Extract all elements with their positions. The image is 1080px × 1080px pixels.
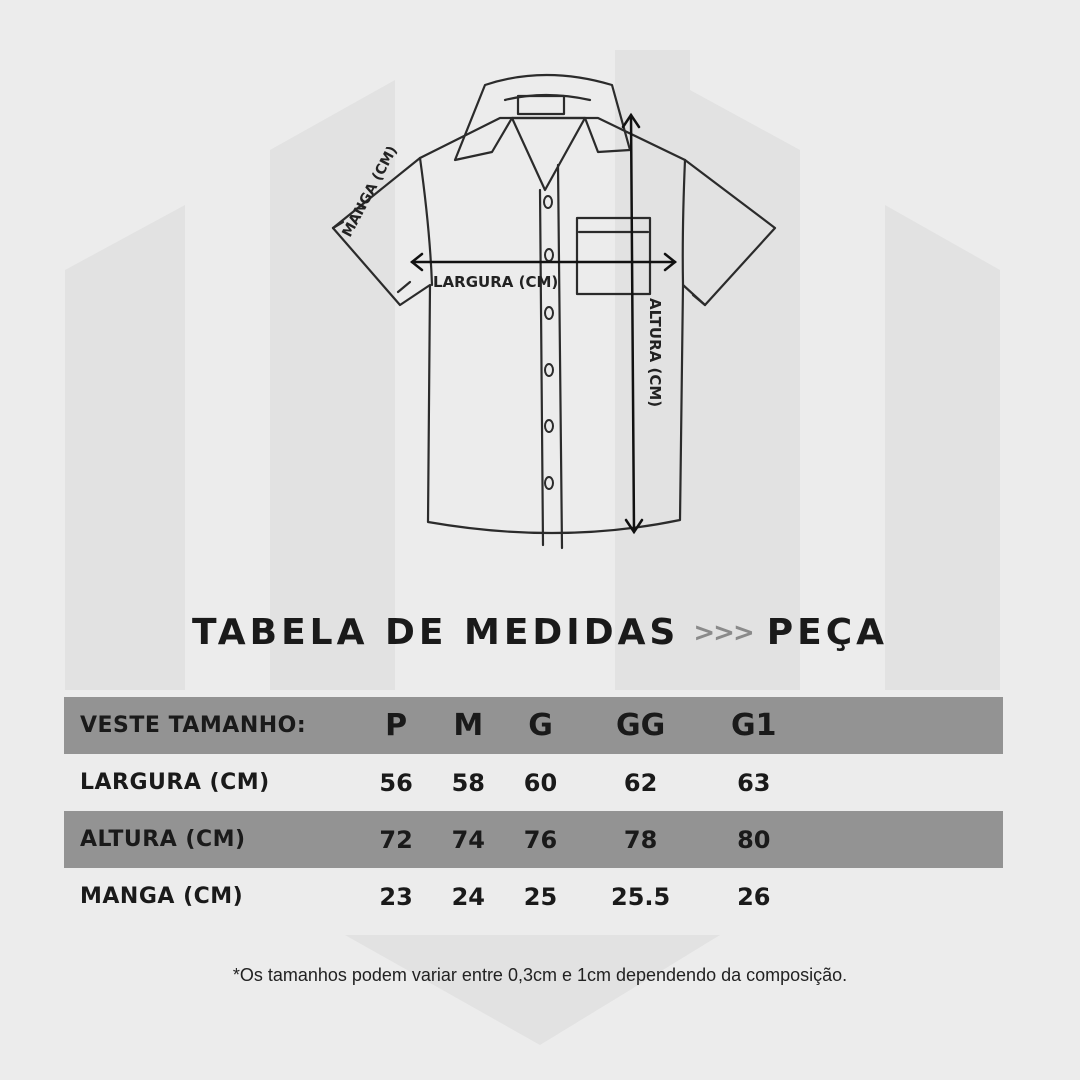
header-label: VESTE TAMANHO:	[80, 713, 307, 738]
shirt-diagram	[320, 60, 790, 560]
size-m: M	[453, 708, 484, 743]
table-cell: 23	[379, 882, 413, 911]
chevrons-icon: >>>	[693, 618, 753, 648]
altura-label: ALTURA (CM)	[646, 298, 664, 408]
button-icon	[545, 307, 553, 319]
table-row	[64, 811, 1003, 868]
table-cell: 78	[623, 825, 658, 854]
altura-arrow	[631, 115, 634, 532]
button-icon	[545, 249, 553, 261]
title-left: TABELA DE MEDIDAS	[192, 612, 680, 653]
largura-label: LARGURA (CM)	[433, 273, 559, 291]
button-icon	[545, 364, 553, 376]
title-right: PEÇA	[766, 612, 888, 653]
table-cell: 25.5	[611, 882, 671, 911]
table-cell: 76	[523, 825, 558, 854]
button-icon	[545, 477, 553, 489]
table-cell: 63	[737, 768, 771, 797]
table-cell: 74	[451, 825, 485, 854]
size-g: G	[528, 708, 553, 743]
table-cell: 56	[379, 768, 413, 797]
button-icon	[545, 420, 553, 432]
table-cell: 62	[623, 768, 658, 797]
row-label: ALTURA (CM)	[80, 827, 246, 852]
size-table	[64, 697, 1003, 925]
table-cell: 26	[737, 882, 771, 911]
table-cell: 72	[379, 825, 413, 854]
row-label: LARGURA (CM)	[80, 770, 270, 795]
manga-label: MANGA (CM)	[339, 143, 401, 240]
size-gg: GG	[615, 708, 666, 743]
size-g1: G1	[731, 708, 777, 743]
size-p: P	[385, 708, 408, 743]
page-title	[0, 612, 1080, 653]
row-label: MANGA (CM)	[80, 884, 244, 909]
button-icon	[544, 196, 552, 208]
table-cell: 60	[523, 768, 558, 797]
table-cell: 58	[451, 768, 485, 797]
table-row	[64, 754, 1003, 811]
table-cell: 25	[523, 882, 558, 911]
table-row	[64, 868, 1003, 925]
table-header-row	[64, 697, 1003, 754]
shirt-body-outline	[333, 118, 775, 533]
footnote: *Os tamanhos podem variar entre 0,3cm e 1cm dependendo da composição.	[232, 965, 848, 985]
table-cell: 24	[451, 882, 485, 911]
table-cell: 80	[737, 825, 771, 854]
